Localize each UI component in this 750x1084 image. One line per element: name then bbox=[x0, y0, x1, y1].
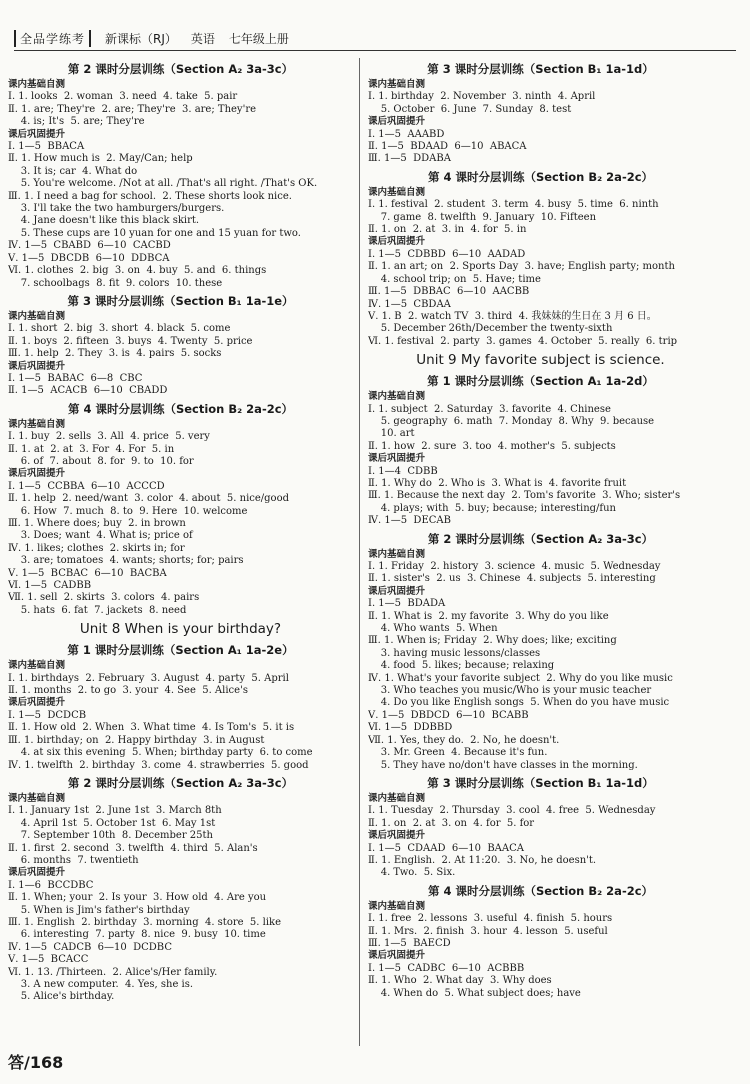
answer-line: 6. of 7. about 8. for 9. to 10. for bbox=[8, 455, 194, 467]
answer-line: 5. hats 6. fat 7. jackets 8. need bbox=[8, 604, 187, 616]
answer-line: Ⅰ. 1—6 BCCDBC bbox=[8, 879, 94, 891]
answer-line: Ⅱ. 1. on 2. at 3. on 4. for 5. for bbox=[368, 817, 535, 829]
section-title: 第 4 课时分层训练（Section B₂ 2a-2c） bbox=[67, 401, 294, 416]
answer-line: 6. months 7. twentieth bbox=[8, 854, 139, 866]
column-divider bbox=[359, 58, 360, 1046]
answer-line: Ⅳ. 1. twelfth 2. birthday 3. come 4. strawberries 5. good bbox=[8, 759, 309, 771]
answer-line: Ⅳ. 1—5 CBABD 6—10 CACBD bbox=[8, 240, 171, 252]
answer-line: 4. April 1st 5. October 1st 6. May 1st bbox=[8, 817, 216, 829]
answer-line: Ⅱ. 1. Who 2. What day 3. Why does bbox=[368, 975, 552, 987]
answer-line: Ⅰ. 1—5 CDAAD 6—10 BAACA bbox=[368, 842, 524, 854]
answer-line: Ⅰ. 1. looks 2. woman 3. need 4. take 5. pair bbox=[8, 91, 238, 103]
answer-line: Ⅰ. 1. festival 2. student 3. term 4. busy 5. time 6. ninth bbox=[368, 199, 659, 211]
answer-line: 3. I'll take the two hamburgers/burgers. bbox=[8, 203, 225, 215]
answer-line: Ⅰ. 1. January 1st 2. June 1st 3. March 8th bbox=[8, 805, 222, 817]
section-title: 第 4 课时分层训练（Section B₂ 2a-2c） bbox=[427, 883, 654, 898]
answer-line: 4. plays; with 5. buy; because; interesting/fun bbox=[368, 502, 616, 514]
answer-line: Ⅱ. 1. how 2. sure 3. too 4. mother's 5. subjects bbox=[368, 440, 616, 452]
answer-line: Ⅱ. 1. How much is 2. May/Can; help bbox=[8, 153, 193, 165]
answer-line: Ⅵ. 1. festival 2. party 3. games 4. October 5. really 6. trip bbox=[368, 335, 678, 347]
answer-line: Ⅱ. 1. on 2. at 3. in 4. for 5. in bbox=[368, 224, 527, 236]
answer-line: Ⅲ. 1. Where does; buy 2. in brown bbox=[8, 518, 186, 529]
subsection-label: 课后巩固提升 bbox=[8, 468, 66, 480]
answer-line: Ⅴ. 1—5 DBCDB 6—10 DDBCA bbox=[8, 252, 170, 264]
answer-line: Ⅱ. 1—5 ACACB 6—10 CBADD bbox=[8, 385, 168, 397]
subsection-label: 课后巩固提升 bbox=[8, 128, 66, 140]
grade-label: 七年级上册 bbox=[228, 31, 289, 46]
subsection-label: 课后巩固提升 bbox=[8, 360, 66, 372]
subsection-label: 课内基础自测 bbox=[368, 186, 426, 198]
subsection-label: 课内基础自测 bbox=[368, 79, 426, 90]
answer-line: Ⅱ. 1. English. 2. At 11:20. 3. No, he doesn't. bbox=[368, 854, 597, 866]
answer-line: 7. September 10th 8. December 25th bbox=[8, 830, 213, 842]
answer-line: 4. at six this evening 5. When; birthday party 6. to come bbox=[8, 747, 313, 759]
section-title: 第 3 课时分层训练（Section B₁ 1a-1d） bbox=[427, 62, 654, 76]
answer-line: 3. Who teaches you music/Who is your music teacher bbox=[368, 685, 652, 697]
subsection-label: 课内基础自测 bbox=[368, 900, 426, 912]
answer-line: Ⅰ. 1. Tuesday 2. Thursday 3. cool 4. free 5. Wednesday bbox=[368, 805, 656, 817]
answer-line: 7. game 8. twelfth 9. January 10. Fifteen bbox=[368, 211, 597, 223]
answer-line: 3. Mr. Green 4. Because it's fun. bbox=[368, 747, 548, 759]
answer-line: Ⅰ. 1—5 BABAC 6—8 CBC bbox=[8, 372, 143, 384]
answer-line: 4. school trip; on 5. Have; time bbox=[368, 273, 541, 285]
subsection-label: 课后巩固提升 bbox=[368, 830, 426, 842]
answer-line: 3. are; tomatoes 4. wants; shorts; for; pairs bbox=[8, 555, 244, 567]
unit-title: Unit 9 My favorite subject is science. bbox=[416, 352, 665, 369]
subsection-label: 课内基础自测 bbox=[8, 310, 66, 322]
answer-line: 5. You're welcome. /Not at all. /That's all right. /That's OK. bbox=[8, 178, 318, 190]
answer-line: Ⅳ. 1. What's your favorite subject 2. Why do you like music bbox=[368, 672, 673, 684]
answer-line: 4. When do 5. What subject does; have bbox=[368, 987, 581, 999]
answer-line: Ⅱ. 1. boys 2. fifteen 3. buys 4. Twenty 5. price bbox=[8, 335, 253, 347]
answer-line: Ⅲ. 1. I need a bag for school. 2. These shorts look nice. bbox=[8, 190, 292, 202]
answer-line: Ⅱ. 1. at 2. at 3. For 4. For 5. in bbox=[8, 443, 175, 455]
subsection-label: 课后巩固提升 bbox=[8, 867, 66, 879]
section-title: 第 1 课时分层训练（Section A₁ 1a-2d） bbox=[427, 374, 654, 389]
answer-line: Ⅱ. 1. Why do 2. Who is 3. What is 4. favorite fruit bbox=[368, 477, 627, 489]
answer-line: Ⅰ. 1—5 CADBC 6—10 ACBBB bbox=[368, 962, 525, 974]
answer-line: Ⅲ. 1—5 DBBAC 6—10 AACBB bbox=[368, 286, 530, 298]
answer-line: Ⅰ. 1—5 AAABD bbox=[368, 128, 445, 140]
subsection-label: 课后巩固提升 bbox=[368, 585, 426, 597]
subsection-label: 课内基础自测 bbox=[368, 548, 426, 560]
section-title: 第 3 课时分层训练（Section B₁ 1a-1d） bbox=[427, 775, 654, 790]
answer-line: Ⅵ. 1—5 CADBB bbox=[8, 580, 92, 592]
subsection-label: 课后巩固提升 bbox=[368, 236, 426, 248]
subsection-label: 课内基础自测 bbox=[368, 391, 426, 403]
answer-line: Ⅱ. 1. How old 2. When 3. What time 4. Is Tom's 5. it is bbox=[8, 722, 295, 734]
answer-line: 5. These cups are 10 yuan for one and 15 yuan for two. bbox=[8, 227, 301, 239]
answer-line: Ⅱ. 1. help 2. need/want 3. color 4. about 5. nice/good bbox=[8, 493, 290, 505]
answer-line: Ⅳ. 1. likes; clothes 2. skirts in; for bbox=[8, 542, 185, 554]
answer-line: Ⅰ. 1. buy 2. sells 3. All 4. price 5. very bbox=[8, 431, 210, 443]
subsection-label: 课内基础自测 bbox=[8, 660, 66, 672]
section-title: 第 2 课时分层训练（Section A₂ 3a-3c） bbox=[67, 62, 294, 76]
answer-line: Ⅶ. 1. Yes, they do. 2. No, he doesn't. bbox=[368, 734, 560, 746]
answer-line: 6. How 7. much 8. to 9. Here 10. welcome bbox=[8, 505, 248, 517]
answer-line: Ⅱ. 1. When; your 2. Is your 3. How old 4. Are you bbox=[8, 892, 267, 904]
subsection-label: 课后巩固提升 bbox=[368, 950, 426, 962]
answer-line: 5. December 26th/December the twenty-sixth bbox=[368, 323, 613, 335]
answer-line: 3. It is; car 4. What do bbox=[8, 165, 138, 177]
answer-line: 3. having music lessons/classes bbox=[368, 647, 541, 659]
curriculum-tag: 新课标（RJ） bbox=[105, 31, 177, 46]
answer-line: Ⅰ. 1—5 BBACA bbox=[8, 141, 85, 153]
answer-line: 5. Alice's birthday. bbox=[8, 991, 115, 1003]
answer-line: 7. schoolbags 8. fit 9. colors 10. these bbox=[8, 277, 223, 289]
answer-line: 5. They have no/don't have classes in the morning. bbox=[368, 759, 638, 771]
subsection-label: 课后巩固提升 bbox=[368, 116, 426, 128]
answer-line: Ⅰ. 1—4 CDBB bbox=[368, 465, 438, 477]
answer-line: Ⅰ. 1. Friday 2. history 3. science 4. music 5. Wednesday bbox=[368, 561, 661, 572]
answer-line: Ⅲ. 1. Because the next day 2. Tom's favorite 3. Who; sister's bbox=[368, 490, 681, 502]
answer-line: Ⅰ. 1. free 2. lessons 3. useful 4. finish 5. hours bbox=[368, 913, 613, 925]
answer-line: Ⅲ. 1—5 BAECD bbox=[368, 937, 451, 949]
subsection-label: 课内基础自测 bbox=[8, 792, 66, 804]
page-header bbox=[14, 28, 736, 48]
answer-line: Ⅴ. 1—5 BCACC bbox=[8, 954, 89, 966]
answer-line: 4. Do you like English songs 5. When do you have music bbox=[368, 697, 670, 709]
unit-title: Unit 8 When is your birthday? bbox=[79, 621, 282, 638]
answer-line: Ⅱ. 1. sister's 2. us 3. Chinese 4. subjects 5. interesting bbox=[368, 573, 656, 585]
answer-line: Ⅱ. 1—5 BDAAD 6—10 ABACA bbox=[368, 141, 527, 153]
answer-line: Ⅱ. 1. an art; on 2. Sports Day 3. have; English party; month bbox=[368, 261, 675, 273]
answer-line: Ⅰ. 1. birthday 2. November 3. ninth 4. April bbox=[368, 91, 596, 103]
answer-line: Ⅵ. 1. clothes 2. big 3. on 4. buy 5. and 6. things bbox=[8, 265, 267, 277]
answer-line: Ⅳ. 1—5 CBDAA bbox=[368, 298, 451, 310]
subsection-label: 课内基础自测 bbox=[368, 792, 426, 804]
answer-line: Ⅱ. 1. first 2. second 3. twelfth 4. third 5. Alan's bbox=[8, 842, 258, 854]
subject-label: 英语 bbox=[190, 31, 215, 46]
answer-line: 3. A new computer. 4. Yes, she is. bbox=[8, 979, 194, 990]
answer-line: Ⅴ. 1—5 BCBAC 6—10 BACBA bbox=[8, 567, 167, 579]
answer-line: Ⅴ. 1—5 DBDCD 6—10 BCABB bbox=[368, 709, 529, 721]
header-rule bbox=[14, 50, 736, 51]
answer-line: Ⅱ. 1. Mrs. 2. finish 3. hour 4. lesson 5. useful bbox=[368, 925, 608, 937]
answer-line: Ⅲ. 1. birthday; on 2. Happy birthday 3. in August bbox=[8, 734, 265, 746]
section-title: 第 2 课时分层训练（Section A₂ 3a-3c） bbox=[67, 775, 294, 790]
answer-line: Ⅰ. 1—5 CCBBA 6—10 ACCCD bbox=[8, 480, 165, 492]
answer-line: Ⅲ. 1—5 DDABA bbox=[368, 153, 451, 165]
answer-line: 6. interesting 7. party 8. nice 9. busy 10. time bbox=[8, 929, 266, 941]
answer-line: Ⅰ. 1—5 DCDCB bbox=[8, 709, 87, 721]
answer-line: 10. art bbox=[368, 428, 415, 440]
answer-line: Ⅲ. 1. English 2. birthday 3. morning 4. store 5. like bbox=[8, 916, 281, 928]
answer-line: Ⅵ. 1. 13. /Thirteen. 2. Alice's/Her family. bbox=[8, 966, 218, 978]
answer-line: 3. Does; want 4. What is; price of bbox=[8, 530, 193, 542]
answer-line: 4. Two. 5. Six. bbox=[368, 867, 456, 879]
subsection-label: 课后巩固提升 bbox=[8, 697, 66, 709]
subsection-label: 课后巩固提升 bbox=[368, 453, 426, 465]
answer-line: Ⅰ. 1. short 2. big 3. short 4. black 5. come bbox=[8, 323, 231, 335]
answer-line: 5. geography 6. math 7. Monday 8. Why 9. because bbox=[368, 415, 655, 427]
answer-line: 5. October 6. June 7. Sunday 8. test bbox=[368, 103, 572, 115]
answer-line: Ⅱ. 1. What is 2. my favorite 3. Why do you like bbox=[368, 610, 609, 622]
answer-line: Ⅲ. 1. When is; Friday 2. Why does; like; exciting bbox=[368, 635, 617, 647]
section-title: 第 3 课时分层训练（Section B₁ 1a-1e） bbox=[67, 293, 294, 308]
answer-line: 4. is; It's 5. are; They're bbox=[8, 116, 145, 128]
answer-line: Ⅱ. 1. are; They're 2. are; They're 3. are; They're bbox=[8, 103, 257, 115]
subsection-label: 课内基础自测 bbox=[8, 79, 66, 90]
answer-line: 4. food 5. likes; because; relaxing bbox=[368, 660, 555, 672]
answer-line: 5. When is Jim's father's birthday bbox=[8, 904, 190, 916]
brand-label: 全品学练考 bbox=[14, 30, 91, 47]
section-title: 第 4 课时分层训练（Section B₂ 2a-2c） bbox=[427, 169, 654, 184]
answer-line: Ⅰ. 1. subject 2. Saturday 3. favorite 4. Chinese bbox=[368, 403, 611, 415]
answer-line: Ⅳ. 1—5 CADCB 6—10 DCDBC bbox=[8, 941, 172, 953]
answer-line: Ⅱ. 1. months 2. to go 3. your 4. See 5. Alice's bbox=[8, 685, 248, 697]
answer-line: Ⅰ. 1—5 CDBBD 6—10 AADAD bbox=[368, 248, 526, 260]
answer-column-left bbox=[8, 58, 353, 1048]
answer-line: Ⅴ. 1. B 2. watch TV 3. third 4. 我妹妹的生日在 3 月 6 日。 bbox=[368, 310, 657, 322]
page-number: 答/168 bbox=[8, 1053, 64, 1072]
answer-column-right bbox=[368, 58, 713, 1048]
answer-line: Ⅰ. 1. birthdays 2. February 3. August 4. party 5. April bbox=[8, 672, 289, 684]
answer-line: Ⅰ. 1—5 BDADA bbox=[368, 598, 446, 610]
answer-line: Ⅳ. 1—5 DECAB bbox=[368, 515, 451, 527]
section-title: 第 1 课时分层训练（Section A₁ 1a-2e） bbox=[67, 643, 294, 658]
subsection-label: 课内基础自测 bbox=[8, 418, 66, 430]
answer-line: 4. Who wants 5. When bbox=[368, 623, 498, 635]
answer-line: Ⅶ. 1. sell 2. skirts 3. colors 4. pairs bbox=[8, 592, 200, 604]
section-title: 第 2 课时分层训练（Section A₂ 3a-3c） bbox=[427, 531, 654, 546]
answer-line: Ⅲ. 1. help 2. They 3. is 4. pairs 5. socks bbox=[8, 348, 222, 360]
answer-line: 4. Jane doesn't like this black skirt. bbox=[8, 215, 200, 227]
answer-line: Ⅵ. 1—5 DDBBD bbox=[368, 722, 453, 734]
